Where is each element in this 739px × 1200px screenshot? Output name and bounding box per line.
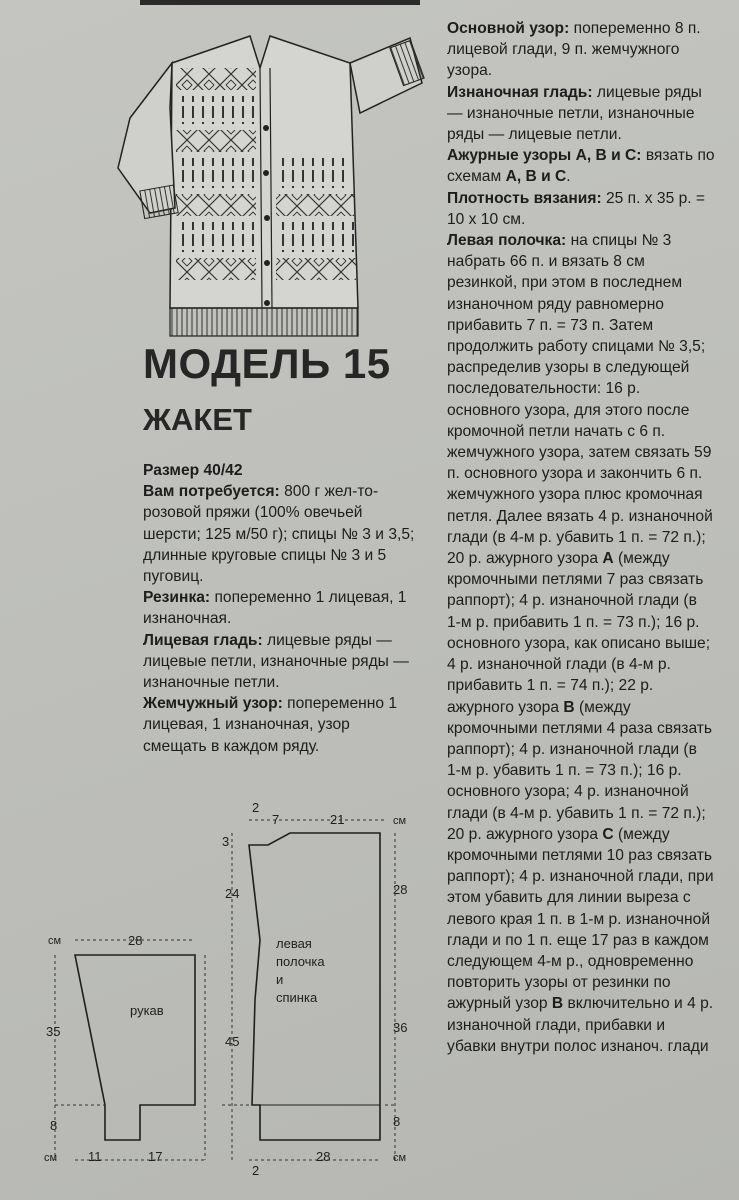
body-bottom-28: 28 [316,1149,331,1164]
stockinette-label: Лицевая гладь: [143,631,263,649]
main-pattern-text: попеременно 8 п. лицевой глади, 9 п. жемчужного узора. [447,20,701,80]
rib-label: Резинка: [143,589,211,607]
instructions-left-column [143,460,415,757]
materials-paragraph [143,481,415,587]
unit-label-sleeve-bottom: см [44,1152,58,1164]
reverse-stockinette-text: лицевые ряды — изнаночные петли, изнаночные ряды — лицевые петли. [447,83,702,144]
body-label-2: полочка [276,954,325,969]
model-title: МОДЕЛЬ 15 [143,340,391,387]
body-label-4: спинка [276,990,318,1005]
gauge-text: 25 п. х 35 р. = 10 х 10 см. [447,189,706,228]
sleeve-width-28: 28 [128,933,143,948]
seed-label: Жемчужный узор: [143,695,283,713]
lace-b-letter: В [563,698,575,716]
sleeve-length-35: 35 [46,1024,61,1039]
body-outline [249,833,380,1140]
unit-label-body-bottom: см [393,1152,407,1164]
seed-text: попеременно 1 лицевая, 1 изнаночная, узор смещать в каждом ряду. [143,695,398,755]
garment-title: ЖАКЕТ [143,402,252,437]
size-label: Размер 40/42 [143,462,243,479]
sleeve-cuff-8: 8 [50,1118,58,1133]
lace-label: Ажурные узоры А, В и С: [447,147,642,165]
gauge-paragraph [447,188,715,230]
cardigan-illustration [110,8,430,343]
left-front-text-2: (между кромочными петлями 7 раз связать раппорт); 4 р. изнаночной глади (в 1-м р. прибавить 1 п. = 73 п.); 16 р. основного узора, как описано выше; 4 р. изнаночной глади (в 4-м р. прибавить 1 п. = 74 п.); 22 р. ажурного узора [447,550,711,716]
size-paragraph [143,460,415,481]
sleeve-bottom-11: 11 [88,1149,102,1164]
sleeve-label: рукав [130,1003,164,1018]
lace-text: вязать по схемам [447,147,715,186]
body-left-45: 45 [225,1034,240,1049]
left-front-text-5: включительно и 4 р. изнаночной глади, прибавки и убавки внутри полос изнаноч. глади [447,995,714,1055]
main-pattern-paragraph [447,18,715,82]
lace-text-end: . [566,168,571,186]
materials-label: Вам потребуется: [143,483,280,501]
unit-label-body-top: см [393,815,407,827]
left-front-text-4: (между кромочными петлями 10 раз связать раппорт); 4 р. изнаночной глади, при этом убавить для линии выреза с левого края 1 п. в 1-м р. изнаночной глади и по 1 п. еще 17 раз в каждом следующем 4-м р., одновременно повторить узоры от резинки по ажурный узор [447,825,714,1013]
gauge-label: Плотность вязания: [447,189,602,207]
body-right-28: 28 [393,882,408,897]
lace-paragraph [447,145,715,187]
stockinette-paragraph [143,630,415,694]
materials-text: 800 г жел-то-розовой пряжи (100% овечьей шерсти; 125 м/50 г); спицы № 3 и 3,5; длинные круговые спицы № 3 и 5 пуговиц. [143,483,415,586]
lace-b-letter-2: В [551,995,564,1013]
body-label-3: и [276,972,284,987]
lace-letters: А, В и С [505,168,567,186]
header-rule [140,0,420,5]
lace-a-letter: А [602,550,614,568]
body-label-1: левая [276,936,312,951]
body-top-2: 2 [252,800,260,815]
main-pattern-label: Основной узор: [447,20,570,37]
reverse-stockinette-label: Изнаночная гладь: [447,83,593,101]
seed-paragraph [143,693,415,757]
sleeve-outline [75,955,195,1140]
body-top-7: 7 [272,812,280,827]
left-front-text: на спицы № 3 набрать 66 п. и вязать 8 см резинкой, при этом в последнем изнаночном ряду равномерно прибавить 7 п. = 73 п. Затем продолжить работу спицами № 3,5; распределив узоры в следующей последовательности: 16 р. основного узора, для этого после кромочной петли начать с 6 п. жемчужного узора, затем связать 59 п. основного узора и закончить 6 п. жемчужного узора плюс кромочная петля. Далее вязать 4 р. изнаночной глади (в 4-м р. убавить 1 п. = 72 п.); 20 р. ажурного узора [447,232,713,568]
unit-label-sleeve-top: см [48,935,62,947]
body-left-24: 24 [225,886,240,901]
body-bottom-2: 2 [252,1163,260,1178]
body-right-36: 36 [393,1020,408,1035]
left-front-text-3: (между кромочными петлями 4 раза связать раппорт); 4 р. изнаночной глади (в 1-м р. убавить 1 п. = 73 п.); 16 р. основного узора; 4 р. изнаночной глади (в 4-м р. убавить 1 п. = 72 п.); 20 р. ажурного узора [447,698,713,843]
reverse-stockinette-paragraph [447,82,715,146]
body-top-21: 21 [330,812,345,827]
stockinette-text: лицевые ряды — лицевые петли, изнаночные ряды — изнаночные петли. [143,631,409,692]
pattern-schematics [0,790,739,1200]
lace-c-letter: С [602,825,614,843]
rib-paragraph [143,587,415,629]
body-left-3: 3 [222,834,230,849]
left-front-label: Левая полочка: [447,232,567,250]
sleeve-bottom-17: 17 [148,1149,163,1164]
body-right-8: 8 [393,1114,401,1129]
rib-text: попеременно 1 лицевая, 1 изнаночная. [143,589,407,628]
